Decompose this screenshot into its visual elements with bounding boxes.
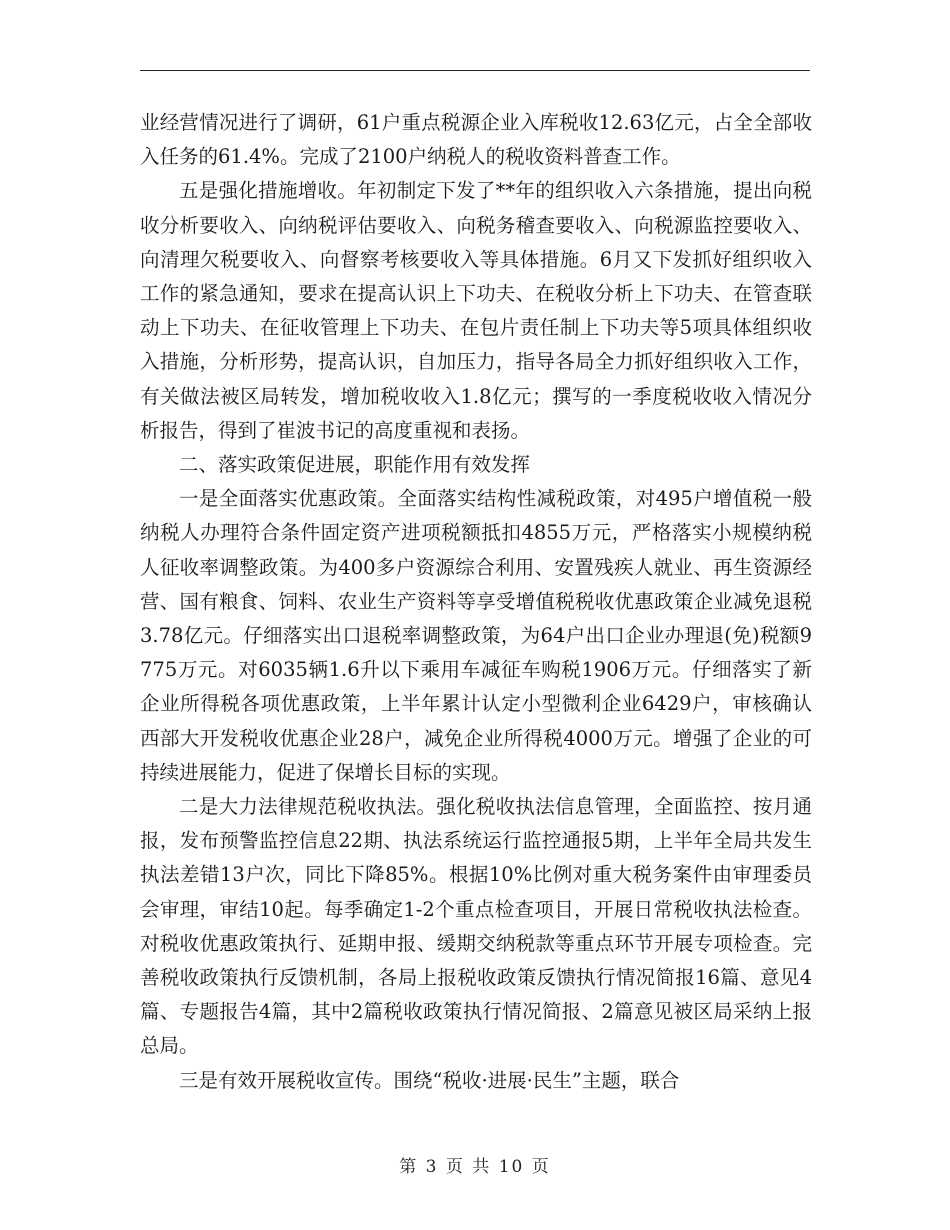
header-rule (140, 70, 810, 71)
document-body (140, 106, 812, 1098)
paragraph-tax-publicity: 三是有效开展税收宣传。围绕“税收·进展·民生”主题，联合 (179, 1068, 680, 1092)
paragraph-continued: 业经营情况进行了调研，61户重点税源企业入库税收12.63亿元，占全全部收入任务的61.4%。完成了2100户纳税人的税收资料普查工作。 (140, 111, 812, 169)
paragraph-tax-enforcement: 二是大力法律规范税收执法。强化税收执法信息管理，全面监控、按月通报，发布预警监控信息22期、执法系统运行监控通报5期，上半年全局共发生执法差错13户次，同比下降85%。根据10%比例对重大税务案件由审理委员会审理，审结10起。每季确定1-2个重点检查项目，开展日常税收执法检查。对税收优惠政策执行、延期申报、缓期交纳税款等重点环节开展专项检查。完善税收政策执行反馈机制，各局上报税收政策反馈执行情况简报16篇、意见4篇、专题报告4篇，其中2篇税收政策执行情况简报、2篇意见被区局采纳上报总局。 (140, 795, 812, 1058)
section-heading: 二、落实政策促进展，职能作用有效发挥 (179, 453, 531, 477)
page-number: 第 3 页 共 10 页 (399, 1157, 551, 1177)
paragraph-preferential-policy: 一是全面落实优惠政策。全面落实结构性减税政策，对495户增值税一般纳税人办理符合条件固定资产进项税额抵扣4855万元，严格落实小规模纳税人征收率调整政策。为400多户资源综合利用、安置残疾人就业、再生资源经营、国有粮食、饲料、农业生产资料等享受增值税税收优惠政策企业减免退税3.78亿元。仔细落实出口退税率调整政策，为64户出口企业办理退(免)税额9775万元。对6035辆1.6升以下乘用车减征车购税1906万元。仔细落实了新企业所得税各项优惠政策，上半年累计认定小型微利企业6429户，审核确认西部大开发税收优惠企业28户，减免企业所得税4000万元。增强了企业的可持续进展能力，促进了保增长目标的实现。 (140, 487, 812, 784)
paragraph-measures: 五是强化措施增收。年初制定下发了**年的组织收入六条措施，提出向税收分析要收入、向纳税评估要收入、向税务稽查要收入、向税源监控要收入、向清理欠税要收入、向督察考核要收入等具体措施。6月又下发抓好组织收入工作的紧急通知，要求在提高认识上下功夫、在税收分析上下功夫、在管查联动上下功夫、在征收管理上下功夫、在包片责任制上下功夫等5项具体组织收入措施，分析形势，提高认识，自加压力，指导各局全力抓好组织收入工作，有关做法被区局转发，增加税收收入1.8亿元；撰写的一季度税收收入情况分析报告，得到了崔波书记的高度重视和表扬。 (140, 179, 812, 442)
